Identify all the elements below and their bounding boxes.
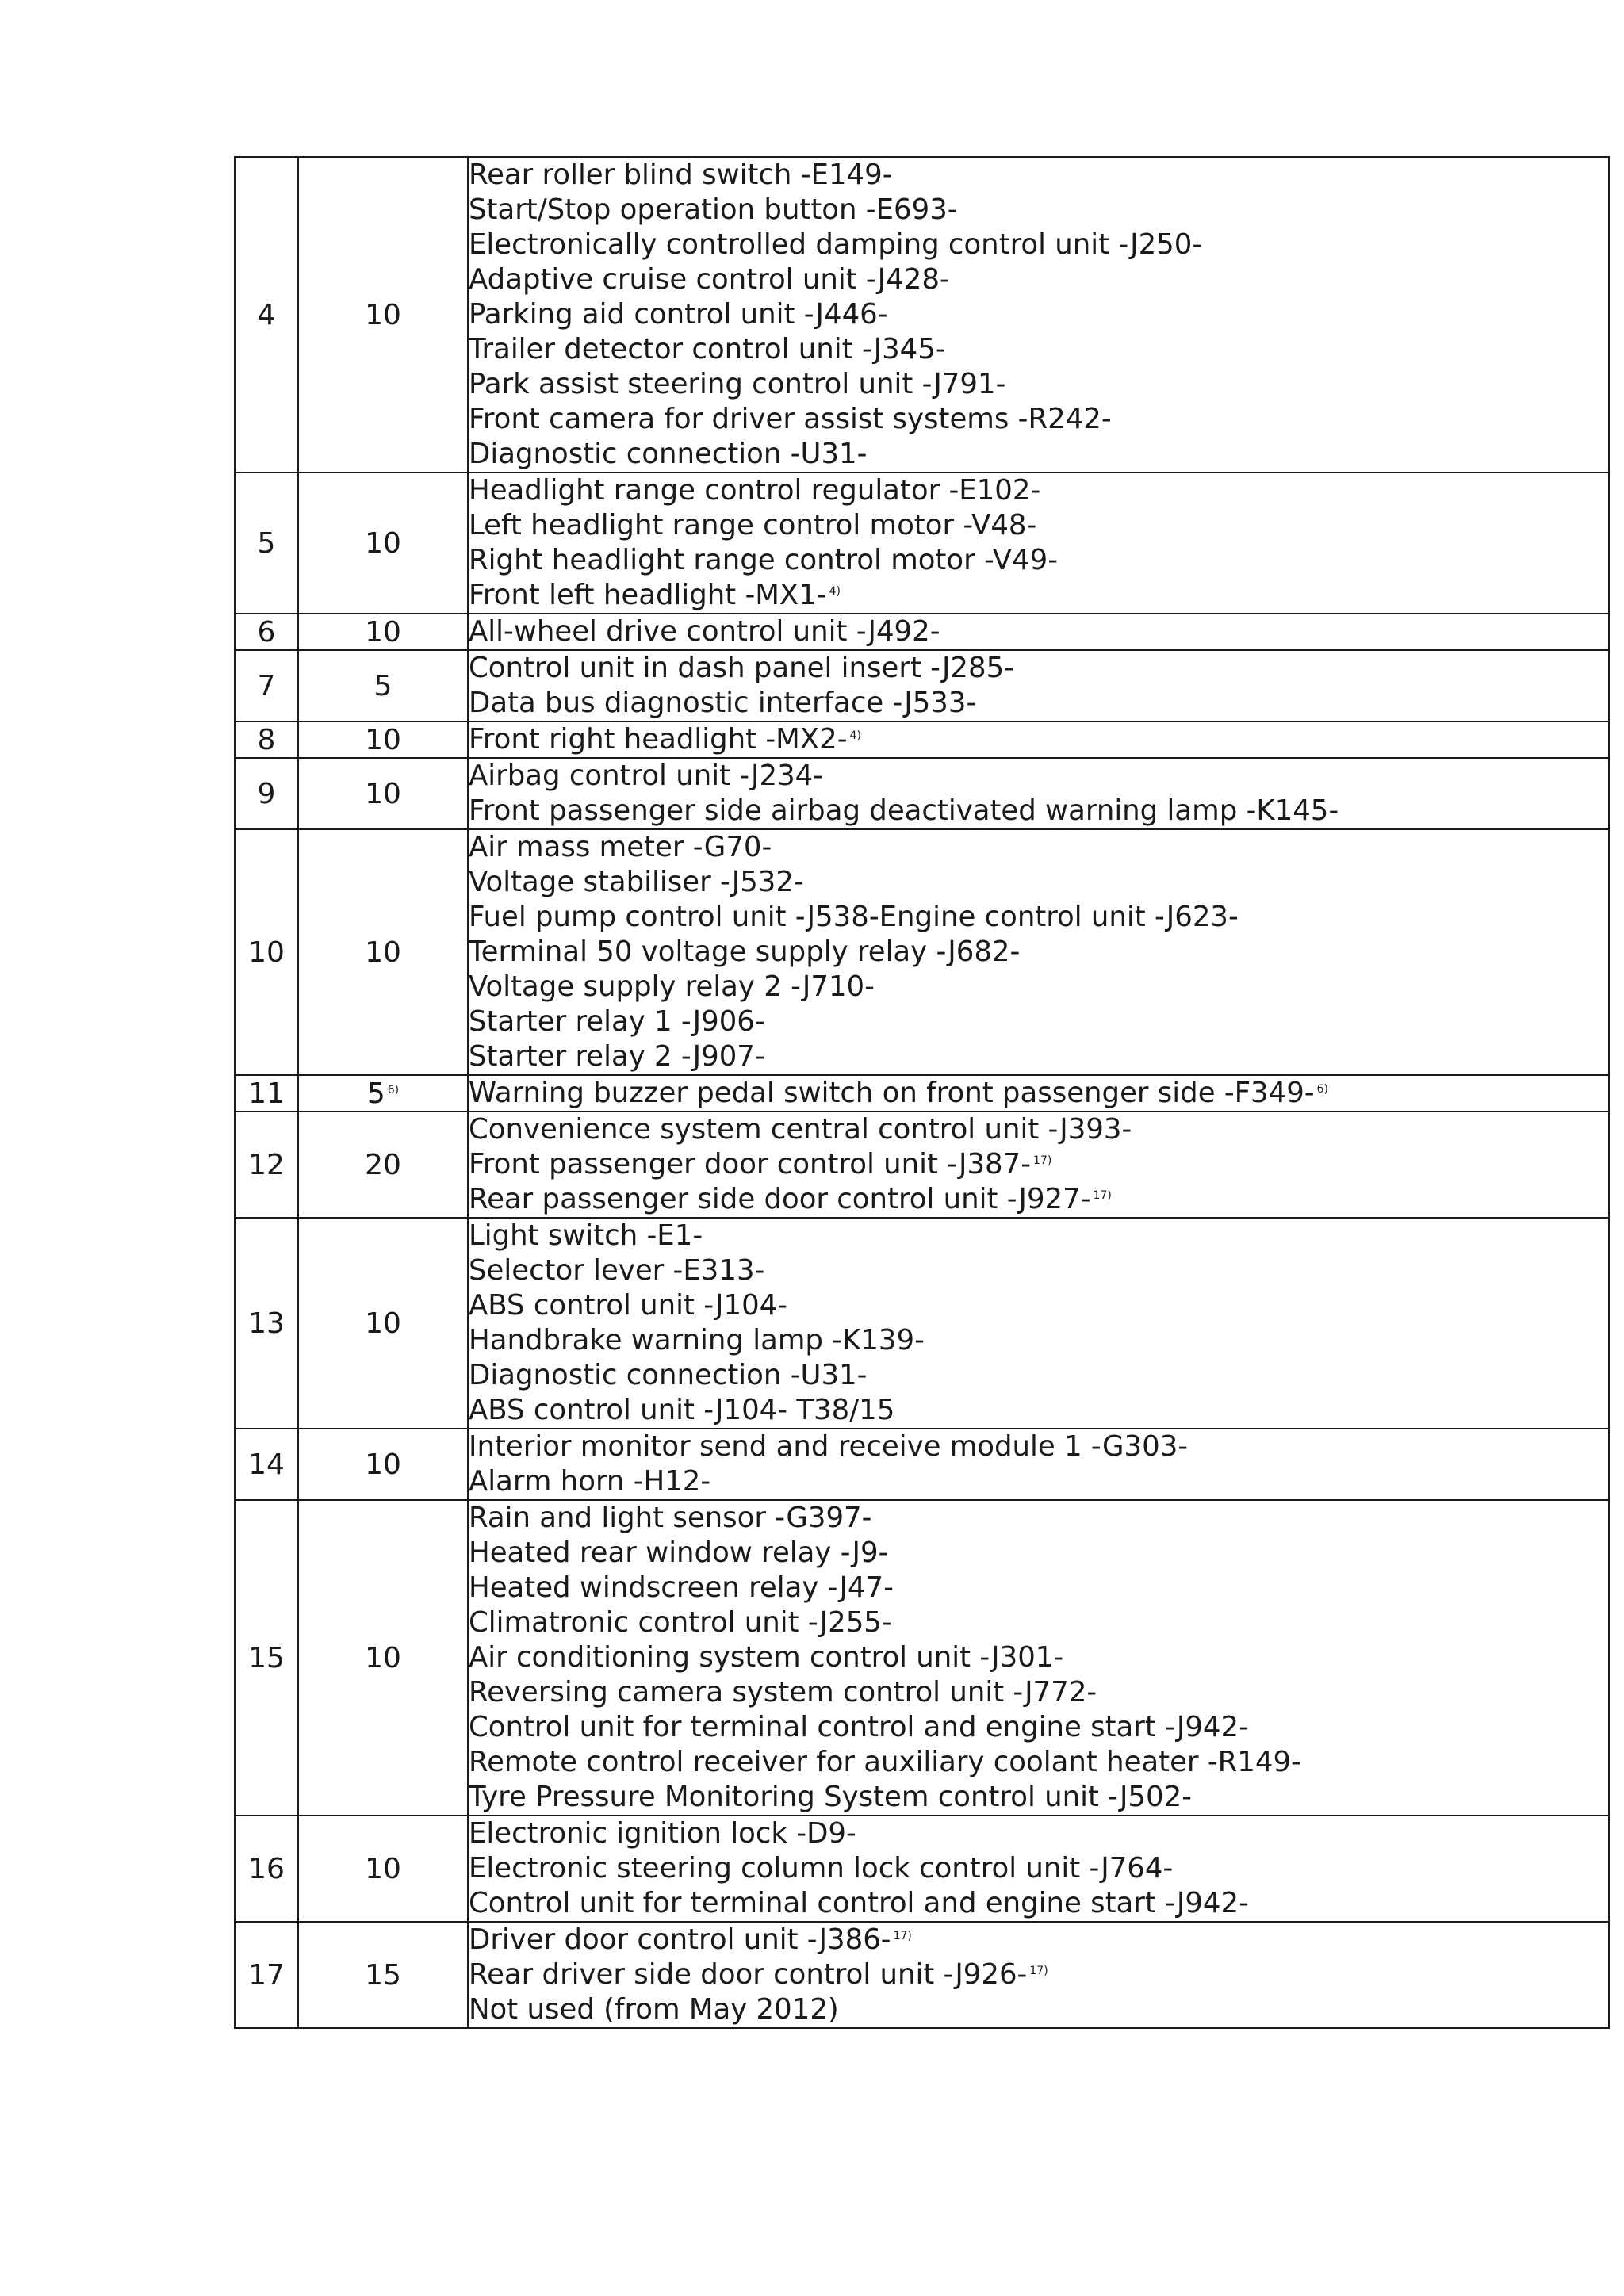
component-name: Voltage supply relay 2 -J710- — [469, 970, 875, 1003]
component-name: Electronic steering column lock control unit -J764- — [469, 1852, 1174, 1885]
fuse-components — [468, 1816, 1609, 1922]
fuse-table — [234, 156, 1610, 2029]
fuse-row — [235, 1112, 1609, 1218]
fuse-amperage-cell — [298, 614, 468, 650]
fuse-amperage: 15 — [365, 1958, 401, 1992]
component-line — [469, 1851, 1608, 1886]
component-name: Front right headlight -MX2- — [469, 723, 848, 756]
component-name: Alarm horn -H12- — [469, 1465, 711, 1498]
fuse-components — [468, 473, 1609, 614]
fuse-components — [468, 1112, 1609, 1218]
component-line — [469, 1923, 1608, 1957]
fuse-number: 6 — [235, 614, 298, 650]
component-name: Light switch -E1- — [469, 1219, 703, 1252]
component-name: Handbrake warning lamp -K139- — [469, 1324, 925, 1357]
fuse-components — [468, 157, 1609, 473]
component-line — [469, 1605, 1608, 1640]
component-line — [469, 543, 1608, 578]
component-name: Front passenger side airbag deactivated warning lamp -K145- — [469, 794, 1339, 827]
fuse-amperage: 10 — [365, 1307, 401, 1340]
fuse-number: 15 — [235, 1500, 298, 1816]
component-line — [469, 1393, 1608, 1428]
component-name: Parking aid control unit -J446- — [469, 298, 888, 331]
component-name: Climatronic control unit -J255- — [469, 1606, 892, 1639]
component-line — [469, 1957, 1608, 1992]
component-name: Electronically controlled damping control unit -J250- — [469, 228, 1203, 261]
component-name: Rear passenger side door control unit -J927- — [469, 1183, 1091, 1215]
fuse-components — [468, 614, 1609, 650]
component-name: Air conditioning system control unit -J301- — [469, 1641, 1064, 1674]
component-line — [469, 297, 1608, 332]
component-line — [469, 1640, 1608, 1675]
component-line — [469, 228, 1608, 262]
fuse-components — [468, 1075, 1609, 1112]
component-line — [469, 1358, 1608, 1393]
component-name: Convenience system central control unit -J393- — [469, 1113, 1132, 1146]
component-line — [469, 1039, 1608, 1074]
footnote-ref: 4) — [829, 585, 841, 598]
component-line — [469, 1112, 1608, 1147]
component-name: Control unit for terminal control and engine start -J942- — [469, 1887, 1249, 1919]
fuse-amperage: 10 — [365, 1641, 401, 1674]
component-line — [469, 193, 1608, 228]
fuse-amperage-cell — [298, 1429, 468, 1500]
component-line — [469, 1219, 1608, 1253]
fuse-number: 14 — [235, 1429, 298, 1500]
component-name: Starter relay 1 -J906- — [469, 1005, 765, 1038]
fuse-amperage: 5 — [366, 1077, 385, 1110]
component-name: Interior monitor send and receive module 1 -G303- — [469, 1430, 1189, 1463]
component-name: Electronic ignition lock -D9- — [469, 1817, 856, 1850]
component-line — [469, 1004, 1608, 1039]
component-name: ABS control unit -J104- T38/15 — [469, 1394, 895, 1426]
component-line — [469, 262, 1608, 297]
component-line — [469, 865, 1608, 900]
component-name: Control unit for terminal control and engine start -J942- — [469, 1711, 1249, 1743]
component-line — [469, 759, 1608, 794]
fuse-amperage-cell — [298, 1075, 468, 1112]
component-line — [469, 1536, 1608, 1571]
fuse-row — [235, 650, 1609, 721]
component-name: Warning buzzer pedal switch on front passenger side -F349- — [469, 1077, 1315, 1109]
fuse-number: 9 — [235, 758, 298, 829]
fuse-amperage-cell — [298, 650, 468, 721]
component-name: Starter relay 2 -J907- — [469, 1040, 765, 1073]
component-name: Rain and light sensor -G397- — [469, 1502, 872, 1534]
component-name: Park assist steering control unit -J791- — [469, 368, 1006, 400]
component-line — [469, 473, 1608, 508]
fuse-row — [235, 829, 1609, 1075]
component-name: Reversing camera system control unit -J772- — [469, 1676, 1097, 1709]
fuse-amperage: 10 — [365, 777, 401, 810]
fuse-number: 5 — [235, 473, 298, 614]
component-line — [469, 651, 1608, 686]
fuse-amperage-cell — [298, 473, 468, 614]
fuse-amperage-cell — [298, 1218, 468, 1429]
fuse-row — [235, 1429, 1609, 1500]
fuse-amperage-cell — [298, 157, 468, 473]
component-line — [469, 1253, 1608, 1288]
component-line — [469, 158, 1608, 193]
fuse-components — [468, 829, 1609, 1075]
component-name: All-wheel drive control unit -J492- — [469, 615, 940, 648]
fuse-row — [235, 157, 1609, 473]
fuse-amperage-cell — [298, 1816, 468, 1922]
fuse-amperage-cell — [298, 829, 468, 1075]
fuse-number: 13 — [235, 1218, 298, 1429]
fuse-amperage-cell — [298, 1500, 468, 1816]
component-line — [469, 508, 1608, 543]
fuse-amperage: 10 — [365, 526, 401, 560]
fuse-amperage: 5 — [373, 669, 393, 702]
footnote-ref: 17) — [893, 1930, 912, 1942]
fuse-number: 16 — [235, 1816, 298, 1922]
fuse-number: 4 — [235, 157, 298, 473]
component-name: Terminal 50 voltage supply relay -J682- — [469, 936, 1021, 968]
fuse-row — [235, 1218, 1609, 1429]
footnote-ref: 17) — [1033, 1154, 1052, 1167]
component-name: Voltage stabiliser -J532- — [469, 866, 804, 898]
component-line — [469, 722, 1608, 757]
fuse-number: 11 — [235, 1075, 298, 1112]
component-name: ABS control unit -J104- — [469, 1289, 788, 1322]
component-line — [469, 830, 1608, 865]
footnote-ref: 17) — [1093, 1189, 1112, 1202]
component-name: Selector lever -E313- — [469, 1254, 765, 1287]
component-name: Tyre Pressure Monitoring System control unit -J502- — [469, 1781, 1192, 1813]
component-name: Headlight range control regulator -E102- — [469, 474, 1041, 507]
component-name: Trailer detector control unit -J345- — [469, 333, 946, 365]
fuse-amperage: 10 — [365, 1448, 401, 1481]
footnote-ref: 17) — [1029, 1965, 1048, 1977]
fuse-number: 8 — [235, 721, 298, 758]
fuse-table-body — [235, 157, 1609, 2028]
component-line — [469, 1675, 1608, 1710]
component-name: Heated rear window relay -J9- — [469, 1536, 889, 1569]
component-name: Data bus diagnostic interface -J533- — [469, 687, 977, 719]
component-line — [469, 1780, 1608, 1815]
component-line — [469, 1571, 1608, 1605]
fuse-amperage: 10 — [365, 1852, 401, 1885]
component-name: Diagnostic connection -U31- — [469, 1359, 868, 1391]
component-name: Rear roller blind switch -E149- — [469, 159, 893, 191]
footnote-ref: 4) — [849, 729, 861, 742]
component-line — [469, 1429, 1608, 1464]
fuse-amperage: 10 — [365, 298, 401, 331]
fuse-components — [468, 650, 1609, 721]
fuse-components — [468, 1500, 1609, 1816]
component-name: Left headlight range control motor -V48- — [469, 509, 1037, 541]
component-line — [469, 1076, 1608, 1111]
component-name: Rear driver side door control unit -J926- — [469, 1958, 1028, 1991]
component-name: Front left headlight -MX1- — [469, 579, 827, 611]
component-name: Not used (from May 2012) — [469, 1993, 839, 2026]
component-name: Air mass meter -G70- — [469, 831, 772, 863]
component-name: Diagnostic connection -U31- — [469, 438, 868, 470]
fuse-components — [468, 758, 1609, 829]
component-name: Right headlight range control motor -V49- — [469, 544, 1059, 576]
fuse-row — [235, 1816, 1609, 1922]
fuse-components — [468, 1922, 1609, 2028]
component-line — [469, 1147, 1608, 1182]
fuse-number: 12 — [235, 1112, 298, 1218]
fuse-row — [235, 1075, 1609, 1112]
component-name: Control unit in dash panel insert -J285- — [469, 652, 1014, 684]
component-name: Remote control receiver for auxiliary coolant heater -R149- — [469, 1746, 1301, 1778]
fuse-amperage: 10 — [365, 936, 401, 969]
fuse-row — [235, 473, 1609, 614]
footnote-ref: 6) — [1316, 1083, 1328, 1096]
fuse-amperage: 20 — [365, 1148, 401, 1181]
component-line — [469, 1182, 1608, 1217]
fuse-components — [468, 1429, 1609, 1500]
fuse-row — [235, 1500, 1609, 1816]
fuse-row — [235, 758, 1609, 829]
component-line — [469, 578, 1608, 613]
component-name: Front passenger door control unit -J387- — [469, 1148, 1032, 1181]
component-line — [469, 935, 1608, 970]
fuse-amperage-cell — [298, 1922, 468, 2028]
component-line — [469, 437, 1608, 472]
component-line — [469, 1464, 1608, 1499]
fuse-row — [235, 614, 1609, 650]
fuse-number: 17 — [235, 1922, 298, 2028]
fuse-amperage-cell — [298, 758, 468, 829]
fuse-number: 10 — [235, 829, 298, 1075]
component-line — [469, 1886, 1608, 1921]
component-line — [469, 1992, 1608, 2027]
fuse-amperage-cell — [298, 1112, 468, 1218]
component-line — [469, 794, 1608, 828]
component-line — [469, 402, 1608, 437]
component-line — [469, 332, 1608, 367]
fuse-number: 7 — [235, 650, 298, 721]
component-line — [469, 900, 1608, 935]
component-line — [469, 367, 1608, 402]
component-line — [469, 1288, 1608, 1323]
fuse-components — [468, 721, 1609, 758]
component-name: Adaptive cruise control unit -J428- — [469, 263, 950, 296]
component-line — [469, 1323, 1608, 1358]
component-line — [469, 686, 1608, 721]
component-name: Driver door control unit -J386- — [469, 1923, 891, 1956]
component-name: Start/Stop operation button -E693- — [469, 193, 958, 226]
component-line — [469, 1816, 1608, 1851]
component-name: Fuel pump control unit -J538-Engine control unit -J623- — [469, 901, 1239, 933]
component-name: Heated windscreen relay -J47- — [469, 1571, 894, 1604]
component-line — [469, 1745, 1608, 1780]
footnote-ref: 6) — [387, 1083, 400, 1096]
component-name: Airbag control unit -J234- — [469, 760, 824, 792]
component-line — [469, 1710, 1608, 1745]
fuse-components — [468, 1218, 1609, 1429]
component-line — [469, 614, 1608, 649]
fuse-row — [235, 1922, 1609, 2028]
fuse-amperage: 10 — [365, 615, 401, 649]
fuse-row — [235, 721, 1609, 758]
component-name: Front camera for driver assist systems -R242- — [469, 403, 1112, 435]
fuse-amperage-cell — [298, 721, 468, 758]
component-line — [469, 1501, 1608, 1536]
component-line — [469, 970, 1608, 1004]
fuse-amperage: 10 — [365, 723, 401, 756]
